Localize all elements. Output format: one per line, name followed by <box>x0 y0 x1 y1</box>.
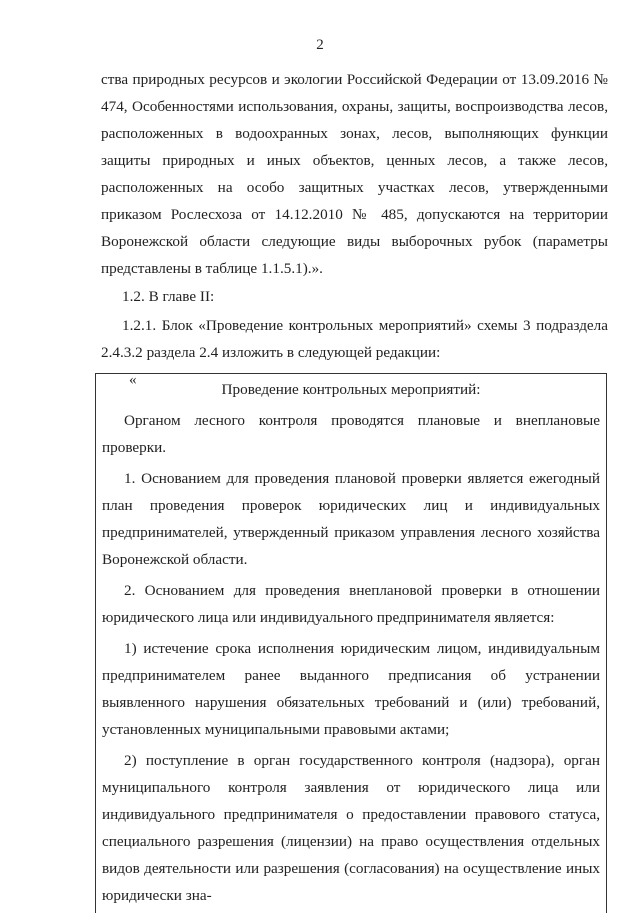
paragraph-continuation: ства природных ресурсов и экологии Российской Федерации от 13.09.2016 № 474, Особенностями использования, охраны, защиты, воспроизводства лесов, расположенных в водоохранных зонах, лесов, выполняющих функции защиты природных и иных объектов, ценных лесов, а также лесов, расположенных на особо защитных участках лесов, утвержденными приказом Рослесхоза от 14.12.2010 № 485, допускаются на территории Воронежской области следующие виды выборочных рубок (параметры представлены в таблице 1.1.5.1).». <box>101 71 608 277</box>
box-paragraph-intro: Органом лесного контроля проводятся плановые и внеплановые проверки. <box>102 412 600 456</box>
box-paragraph-planned: 1. Основанием для проведения плановой проверки является ежегодный план проведения проверок юридических лиц и индивидуальных предпринимателей, утвержденный приказом управления лесного хозяйства Воронежской области. <box>102 470 600 568</box>
box-heading: Проведение контрольных мероприятий: <box>221 381 481 398</box>
box-paragraph-unplanned: 2. Основанием для проведения внеплановой проверки в отношении юридического лица или индивидуального предпринимателя является: <box>102 582 600 626</box>
paragraph-chapter-heading: 1.2. В главе II: <box>122 288 215 305</box>
box-paragraph-item-2: 2) поступление в орган государственного контроля (надзора), орган муниципального контроля заявления от юридического лица или индивидуального предпринимателя о предоставлении правового статуса, специального разрешения (лицензии) на право осуществления отдельных видов деятельности или разрешения (согласования) на осуществление иных юридически зна- <box>102 752 600 904</box>
box-paragraph-item-1: 1) истечение срока исполнения юридическим лицом, индивидуальным предпринимателем ранее выданного предписания об устранении выявленного нарушения обязательных требований и (или) требований, установленных муниципальными правовыми актами; <box>102 640 600 738</box>
paragraph-block-instruction: 1.2.1. Блок «Проведение контрольных мероприятий» схемы 3 подраздела 2.4.3.2 раздела 2.4 изложить в следующей редакции: <box>101 317 608 361</box>
page-number: 2 <box>316 37 324 53</box>
quote-open-mark: « <box>129 371 137 388</box>
body-text <box>101 66 608 393</box>
control-measures-box <box>95 373 607 913</box>
